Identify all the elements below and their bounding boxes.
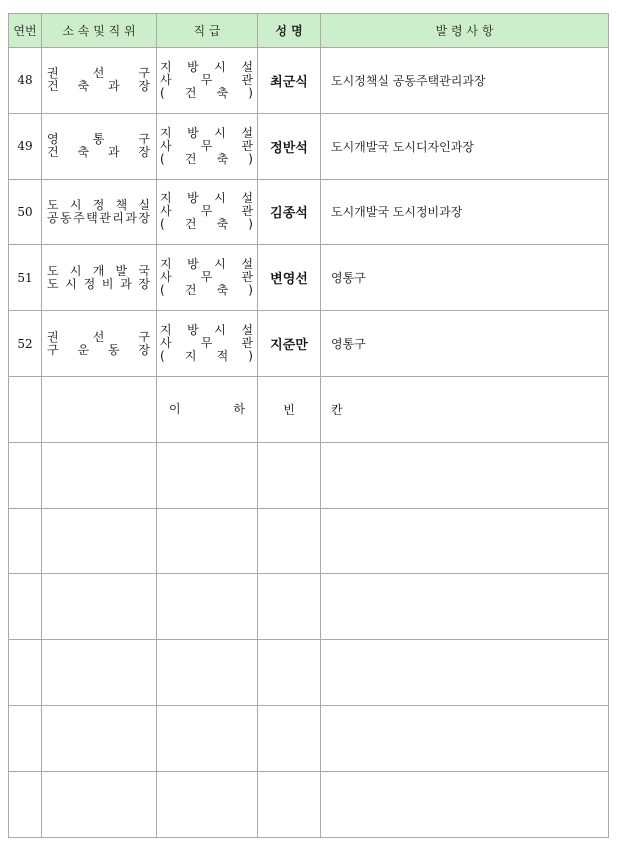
- char: 도: [47, 263, 59, 278]
- row-org: [42, 311, 157, 377]
- char: 사: [160, 72, 172, 87]
- distributed-text: [157, 205, 257, 218]
- table-row: [9, 245, 609, 311]
- header-no: 연번: [9, 14, 42, 48]
- empty-cell: [157, 771, 258, 837]
- row-grade: [157, 245, 258, 311]
- distributed-text: [157, 337, 257, 350]
- appointment-table: [8, 13, 609, 838]
- char: (: [160, 85, 165, 100]
- distributed-text: [157, 350, 257, 363]
- char: 무: [200, 336, 213, 351]
- row-number: 52: [9, 311, 42, 377]
- char: 실: [138, 197, 150, 212]
- char: 사: [160, 336, 172, 351]
- row-grade: [157, 311, 258, 377]
- char: 무: [200, 270, 213, 285]
- empty-cell: [157, 574, 258, 640]
- char: 사: [160, 138, 172, 153]
- char: 선: [92, 329, 105, 344]
- row-number: 49: [9, 113, 42, 179]
- char: 장: [138, 145, 150, 160]
- table-row: [9, 48, 609, 114]
- char: 구: [47, 342, 59, 357]
- char: 동: [60, 210, 72, 225]
- char: 축: [77, 79, 90, 94]
- empty-cell: [157, 508, 258, 574]
- char: 시: [69, 263, 82, 278]
- char: 사: [160, 270, 172, 285]
- distributed-text: [157, 271, 257, 284]
- char: 영: [47, 132, 59, 147]
- char: 택: [86, 210, 98, 225]
- row-org: [42, 245, 157, 311]
- row-name: 김종석: [258, 179, 321, 245]
- char: 설: [241, 191, 253, 206]
- char: 권: [47, 329, 59, 344]
- row-number: 48: [9, 48, 42, 114]
- char: 관: [99, 210, 111, 225]
- empty-cell: [9, 442, 42, 508]
- distributed-text: [157, 284, 257, 297]
- table-row: [9, 113, 609, 179]
- distributed-text: [42, 146, 156, 159]
- closing-cell: [157, 376, 258, 442]
- char: 선: [92, 66, 105, 81]
- char: 건: [47, 145, 59, 160]
- empty-cell: [42, 442, 157, 508]
- char: 비: [101, 276, 114, 291]
- row-grade: [157, 179, 258, 245]
- distributed-text: [157, 153, 257, 166]
- char: 주: [73, 210, 85, 225]
- char: 도: [47, 197, 59, 212]
- empty-cell: [9, 640, 42, 706]
- char: 건: [184, 217, 197, 232]
- char: 장: [138, 342, 150, 357]
- char: 지: [160, 125, 172, 140]
- empty-cell: [9, 771, 42, 837]
- char: 지: [160, 257, 172, 272]
- row-action: 도시개발국 도시정비과장: [321, 179, 609, 245]
- empty-cell: [258, 574, 321, 640]
- header-org: 소 속 및 직 위: [42, 14, 157, 48]
- distributed-text: [157, 61, 257, 74]
- char: 시: [214, 59, 226, 74]
- char: (: [160, 283, 165, 298]
- char: 건: [184, 151, 197, 166]
- char: 책: [115, 197, 128, 212]
- char: 시: [214, 323, 226, 338]
- distributed-text: [157, 140, 257, 153]
- char: 동: [107, 342, 120, 357]
- char: 발: [115, 263, 128, 278]
- char: 설: [241, 125, 253, 140]
- char: 지: [160, 323, 172, 338]
- char: 통: [92, 132, 105, 147]
- char: 무: [200, 204, 213, 219]
- char: (: [160, 151, 165, 166]
- row-grade: [157, 113, 258, 179]
- distributed-text: [157, 74, 257, 87]
- distributed-text: [42, 80, 156, 93]
- closing-part: 하: [233, 401, 245, 416]
- char: 과: [107, 79, 120, 94]
- empty-cell: [321, 574, 609, 640]
- row-name: 최군식: [258, 48, 321, 114]
- distributed-text: [157, 218, 257, 231]
- row-action: 영통구: [321, 245, 609, 311]
- char: 방: [187, 125, 199, 140]
- distributed-text: [42, 331, 156, 344]
- empty-cell: [321, 508, 609, 574]
- empty-cell: [9, 705, 42, 771]
- empty-row: [9, 640, 609, 706]
- closing-cell: 칸: [321, 376, 609, 442]
- header-action: 발 령 사 항: [321, 14, 609, 48]
- char: 축: [216, 283, 229, 298]
- empty-cell: [258, 640, 321, 706]
- empty-cell: [42, 574, 157, 640]
- char: 관: [241, 72, 253, 87]
- empty-cell: [9, 376, 42, 442]
- empty-row: [9, 442, 609, 508]
- char: 정: [83, 276, 96, 291]
- char: 설: [241, 257, 253, 272]
- char: 건: [47, 79, 59, 94]
- empty-row: [9, 771, 609, 837]
- empty-cell: [157, 640, 258, 706]
- empty-cell: [9, 574, 42, 640]
- empty-cell: [258, 771, 321, 837]
- table-row: [9, 311, 609, 377]
- empty-cell: [258, 442, 321, 508]
- distributed-text: [157, 127, 257, 140]
- char: 시: [214, 257, 226, 272]
- char: 지: [184, 349, 197, 364]
- char: 구: [138, 132, 150, 147]
- char: (: [160, 349, 165, 364]
- distributed-text: [42, 265, 156, 278]
- row-number: 50: [9, 179, 42, 245]
- char: 시: [65, 276, 77, 291]
- char: ): [248, 349, 253, 364]
- char: 무: [200, 138, 213, 153]
- empty-cell: [42, 376, 157, 442]
- char: 장: [138, 210, 150, 225]
- empty-cell: [42, 640, 157, 706]
- closing-cell: 빈: [258, 376, 321, 442]
- char: 정: [92, 197, 105, 212]
- char: 리: [112, 210, 124, 225]
- char: 사: [160, 204, 172, 219]
- char: 축: [216, 151, 229, 166]
- char: 방: [187, 257, 199, 272]
- char: 장: [138, 276, 150, 291]
- row-action: 영통구: [321, 311, 609, 377]
- row-number: 51: [9, 245, 42, 311]
- char: 건: [184, 85, 197, 100]
- header-row: [9, 14, 609, 48]
- header-name: 성 명: [258, 14, 321, 48]
- char: 권: [47, 66, 59, 81]
- char: ): [248, 151, 253, 166]
- char: 관: [241, 138, 253, 153]
- char: 구: [138, 66, 150, 81]
- char: ): [248, 217, 253, 232]
- distributed-text: [42, 278, 156, 291]
- empty-row: [9, 508, 609, 574]
- char: 지: [160, 191, 172, 206]
- char: 시: [214, 125, 226, 140]
- empty-cell: [321, 640, 609, 706]
- empty-cell: [321, 771, 609, 837]
- row-action: 도시정책실 공동주택관리과장: [321, 48, 609, 114]
- empty-row: [9, 705, 609, 771]
- char: 개: [92, 263, 105, 278]
- char: 장: [138, 79, 150, 94]
- char: 건: [184, 283, 197, 298]
- char: 구: [138, 329, 150, 344]
- char: 시: [69, 197, 82, 212]
- char: 무: [200, 72, 213, 87]
- char: 적: [216, 349, 229, 364]
- empty-row: [9, 574, 609, 640]
- closing-text: [169, 403, 245, 416]
- distributed-text: [42, 344, 156, 357]
- char: 시: [214, 191, 226, 206]
- empty-cell: [9, 508, 42, 574]
- closing-part: 이: [169, 401, 181, 416]
- closing-row: [9, 376, 609, 442]
- char: 관: [241, 204, 253, 219]
- char: ): [248, 283, 253, 298]
- row-name: 지준만: [258, 311, 321, 377]
- char: 과: [125, 210, 137, 225]
- char: 과: [107, 145, 120, 160]
- table-row: [9, 179, 609, 245]
- char: 도: [47, 276, 59, 291]
- empty-cell: [321, 442, 609, 508]
- char: 방: [187, 323, 199, 338]
- char: 관: [241, 336, 253, 351]
- char: 방: [187, 59, 199, 74]
- char: 공: [47, 210, 59, 225]
- empty-cell: [321, 705, 609, 771]
- char: 설: [241, 59, 253, 74]
- empty-cell: [42, 771, 157, 837]
- char: (: [160, 217, 165, 232]
- char: 설: [241, 323, 253, 338]
- char: 축: [216, 217, 229, 232]
- row-org: [42, 48, 157, 114]
- distributed-text: [42, 212, 156, 225]
- char: 관: [241, 270, 253, 285]
- empty-cell: [258, 705, 321, 771]
- empty-cell: [42, 705, 157, 771]
- empty-cell: [42, 508, 157, 574]
- row-action: 도시개발국 도시디자인과장: [321, 113, 609, 179]
- row-name: 변영선: [258, 245, 321, 311]
- char: 국: [138, 263, 150, 278]
- row-grade: [157, 48, 258, 114]
- row-name: 정반석: [258, 113, 321, 179]
- char: 지: [160, 59, 172, 74]
- char: 축: [77, 145, 90, 160]
- row-org: [42, 179, 157, 245]
- char: 방: [187, 191, 199, 206]
- empty-cell: [157, 705, 258, 771]
- char: 운: [77, 342, 90, 357]
- empty-cell: [258, 508, 321, 574]
- header-grade: 직 급: [157, 14, 258, 48]
- char: 축: [216, 85, 229, 100]
- empty-cell: [157, 442, 258, 508]
- char: ): [248, 85, 253, 100]
- distributed-text: [157, 87, 257, 100]
- row-org: [42, 113, 157, 179]
- char: 과: [120, 276, 132, 291]
